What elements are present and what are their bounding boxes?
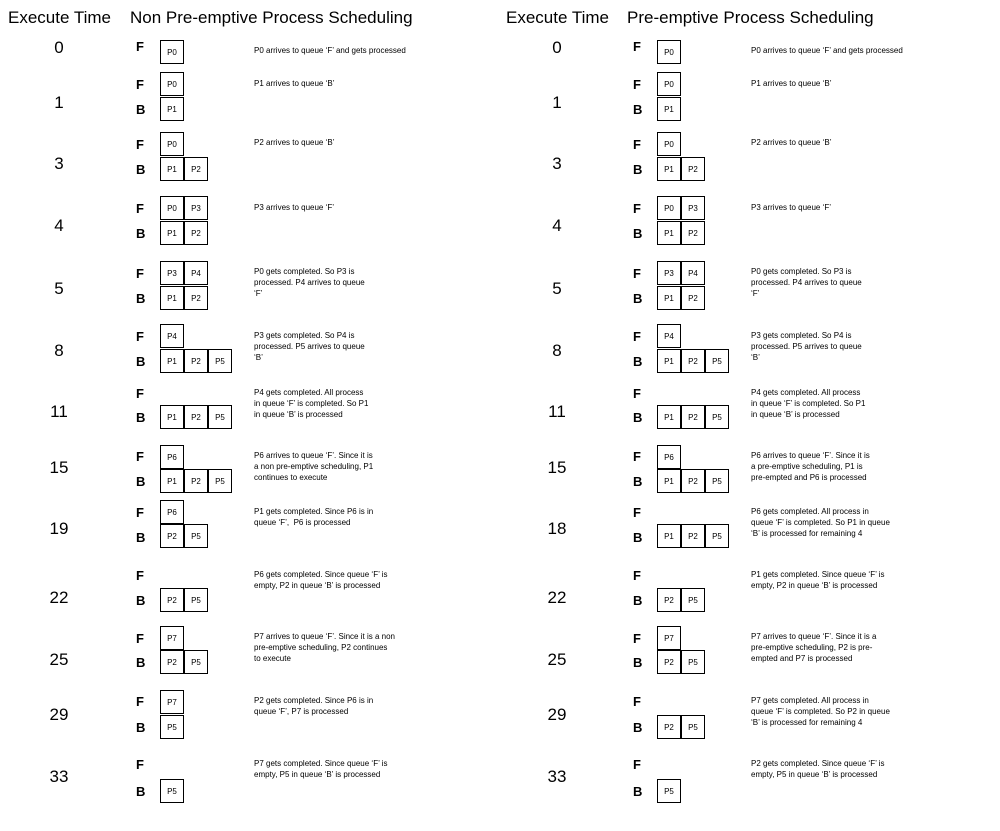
queue-b-label: B	[633, 530, 643, 545]
queue-f-process-cell: P3	[681, 196, 705, 220]
queue-f-process-cell: P4	[160, 324, 184, 348]
queue-f-label: F	[136, 201, 144, 216]
queue-b-process-cell: P1	[160, 286, 184, 310]
queue-b-process-cell: P1	[160, 221, 184, 245]
queue-b-process-cell: P1	[160, 157, 184, 181]
queue-b-label: B	[633, 162, 643, 177]
queue-b-process-cell: P1	[657, 469, 681, 493]
queue-b-process-cell: P1	[657, 157, 681, 181]
execute-time-value: 33	[49, 767, 69, 786]
queue-f-label: F	[633, 137, 641, 152]
queue-b-label: B	[136, 410, 146, 425]
queue-f-process-cell: P0	[160, 132, 184, 156]
queue-f-process-cell: P0	[657, 72, 681, 96]
execute-time-value: 1	[552, 93, 562, 112]
execute-time-value: 8	[552, 341, 562, 360]
queue-f-label: F	[136, 449, 144, 464]
queue-b-label: B	[633, 474, 643, 489]
queue-b-process-cell: P2	[184, 469, 208, 493]
execute-time-value: 33	[547, 767, 567, 786]
queue-b-label: B	[136, 226, 146, 241]
execute-time-value: 15	[547, 458, 567, 477]
event-note: P1 gets completed. Since P6 is in queue ‘F’, P6 is processed	[254, 507, 374, 527]
queue-b-label: B	[136, 162, 146, 177]
event-note: P6 arrives to queue ‘F’. Since it is a non pre-emptive scheduling, P1 continues to execute	[254, 451, 374, 482]
event-note: P7 arrives to queue ‘F’. Since it is a pre-emptive scheduling, P2 is pre- empted and P7 is processed	[751, 632, 877, 663]
queue-b-label: B	[633, 720, 643, 735]
event-note: P7 arrives to queue ‘F’. Since it is a non pre-emptive scheduling, P2 continues to execute	[254, 632, 395, 663]
queue-b-process-cell: P5	[705, 469, 729, 493]
queue-b-process-cell: P5	[208, 349, 232, 373]
queue-b-label: B	[136, 291, 146, 306]
queue-f-label: F	[136, 77, 144, 92]
event-note: P2 gets completed. Since P6 is in queue ‘F’, P7 is processed	[254, 696, 374, 716]
execute-time-value: 4	[54, 216, 64, 235]
execute-time-value: 29	[547, 705, 567, 724]
execute-time-value: 1	[54, 93, 64, 112]
queue-b-label: B	[633, 354, 643, 369]
queue-f-process-cell: P6	[160, 500, 184, 524]
event-note: P7 gets completed. All process in queue ‘F’ is completed. So P2 in queue ‘B’ is processed for remaining 4	[751, 696, 890, 727]
queue-b-process-cell: P5	[705, 405, 729, 429]
queue-b-label: B	[136, 720, 146, 735]
execute-time-value: 29	[49, 705, 69, 724]
queue-b-label: B	[136, 530, 146, 545]
execute-time-value: 22	[547, 588, 567, 607]
queue-b-label: B	[136, 102, 146, 117]
queue-b-process-cell: P1	[160, 349, 184, 373]
event-note: P7 gets completed. Since queue ‘F’ is empty, P5 in queue ‘B’ is processed	[254, 759, 388, 779]
panel-title: Non Pre-emptive Process Scheduling	[130, 8, 413, 27]
queue-b-process-cell: P5	[681, 588, 705, 612]
queue-b-process-cell: P2	[184, 405, 208, 429]
execute-time-value: 22	[49, 588, 69, 607]
queue-b-label: B	[633, 655, 643, 670]
event-note: P0 gets completed. So P3 is processed. P4 arrives to queue ‘F’	[254, 267, 365, 298]
event-note: P1 arrives to queue ‘B’	[254, 79, 335, 88]
event-note: P4 gets completed. All process in queue ‘F’ is completed. So P1 in queue ‘B’ is processed	[254, 388, 369, 419]
event-note: P0 gets completed. So P3 is processed. P4 arrives to queue ‘F’	[751, 267, 862, 298]
execute-time-value: 5	[552, 279, 562, 298]
queue-b-label: B	[136, 655, 146, 670]
queue-b-process-cell: P2	[681, 469, 705, 493]
queue-b-process-cell: P1	[657, 349, 681, 373]
event-note: P1 arrives to queue ‘B’	[751, 79, 832, 88]
execute-time-value: 25	[547, 650, 567, 669]
event-note: P3 gets completed. So P4 is processed. P5 arrives to queue ‘B’	[751, 331, 862, 362]
queue-b-label: B	[136, 354, 146, 369]
queue-b-process-cell: P2	[184, 286, 208, 310]
queue-b-label: B	[136, 593, 146, 608]
queue-f-label: F	[633, 39, 641, 54]
queue-b-process-cell: P5	[184, 588, 208, 612]
queue-b-process-cell: P5	[160, 779, 184, 803]
queue-f-label: F	[136, 39, 144, 54]
execute-time-value: 8	[54, 341, 64, 360]
queue-b-process-cell: P5	[184, 524, 208, 548]
queue-b-process-cell: P5	[705, 349, 729, 373]
execute-time-value: 5	[54, 279, 64, 298]
queue-b-process-cell: P5	[160, 715, 184, 739]
queue-b-process-cell: P1	[657, 221, 681, 245]
queue-b-label: B	[633, 291, 643, 306]
execute-time-value: 3	[552, 154, 562, 173]
queue-f-process-cell: P0	[657, 196, 681, 220]
queue-b-process-cell: P2	[681, 157, 705, 181]
queue-b-process-cell: P2	[681, 286, 705, 310]
queue-f-label: F	[633, 449, 641, 464]
queue-b-process-cell: P2	[184, 349, 208, 373]
event-note: P3 arrives to queue ‘F’	[751, 203, 832, 212]
queue-b-process-cell: P2	[160, 650, 184, 674]
queue-f-process-cell: P0	[657, 132, 681, 156]
queue-b-process-cell: P1	[160, 97, 184, 121]
queue-b-process-cell: P5	[681, 650, 705, 674]
queue-b-process-cell: P1	[160, 405, 184, 429]
event-note: P6 gets completed. All process in queue ‘F’ is completed. So P1 in queue ‘B’ is processed for remaining 4	[751, 507, 890, 538]
queue-f-process-cell: P6	[160, 445, 184, 469]
queue-f-label: F	[136, 694, 144, 709]
queue-b-label: B	[136, 474, 146, 489]
queue-b-process-cell: P2	[681, 405, 705, 429]
event-note: P2 arrives to queue ‘B’	[254, 138, 335, 147]
queue-b-label: B	[633, 226, 643, 241]
queue-f-label: F	[136, 505, 144, 520]
queue-f-label: F	[633, 266, 641, 281]
queue-b-process-cell: P5	[657, 779, 681, 803]
queue-f-process-cell: P3	[657, 261, 681, 285]
queue-f-label: F	[136, 329, 144, 344]
queue-f-process-cell: P4	[681, 261, 705, 285]
queue-b-label: B	[633, 593, 643, 608]
queue-f-process-cell: P0	[160, 40, 184, 64]
queue-f-process-cell: P7	[657, 626, 681, 650]
queue-b-process-cell: P5	[208, 405, 232, 429]
queue-f-process-cell: P0	[160, 72, 184, 96]
queue-b-process-cell: P2	[184, 221, 208, 245]
queue-f-process-cell: P0	[657, 40, 681, 64]
queue-b-process-cell: P2	[160, 588, 184, 612]
queue-f-process-cell: P4	[657, 324, 681, 348]
queue-f-label: F	[633, 386, 641, 401]
execute-time-header: Execute Time	[506, 8, 609, 27]
queue-b-label: B	[633, 784, 643, 799]
queue-f-process-cell: P7	[160, 690, 184, 714]
panel-title: Pre-emptive Process Scheduling	[627, 8, 874, 27]
queue-f-label: F	[633, 329, 641, 344]
queue-b-process-cell: P2	[160, 524, 184, 548]
queue-b-process-cell: P5	[184, 650, 208, 674]
queue-b-process-cell: P2	[681, 221, 705, 245]
queue-f-label: F	[136, 757, 144, 772]
queue-f-process-cell: P3	[184, 196, 208, 220]
queue-f-label: F	[136, 631, 144, 646]
execute-time-value: 0	[552, 38, 562, 57]
event-note: P0 arrives to queue ‘F’ and gets processed	[254, 46, 406, 55]
event-note: P3 gets completed. So P4 is processed. P5 arrives to queue ‘B’	[254, 331, 365, 362]
queue-f-label: F	[633, 568, 641, 583]
event-note: P6 arrives to queue ‘F’. Since it is a pre-emptive scheduling, P1 is pre-empted and P6 is processed	[751, 451, 870, 482]
queue-b-process-cell: P2	[657, 588, 681, 612]
queue-f-label: F	[633, 694, 641, 709]
execute-time-value: 3	[54, 154, 64, 173]
execute-time-value: 18	[547, 519, 567, 538]
execute-time-header: Execute Time	[8, 8, 111, 27]
queue-f-process-cell: P7	[160, 626, 184, 650]
queue-f-process-cell: P0	[160, 196, 184, 220]
queue-f-label: F	[136, 386, 144, 401]
queue-b-process-cell: P2	[681, 349, 705, 373]
queue-b-process-cell: P5	[705, 524, 729, 548]
queue-f-process-cell: P3	[160, 261, 184, 285]
event-note: P6 gets completed. Since queue ‘F’ is empty, P2 in queue ‘B’ is processed	[254, 570, 388, 590]
queue-b-label: B	[136, 784, 146, 799]
queue-f-label: F	[633, 757, 641, 772]
queue-f-label: F	[633, 505, 641, 520]
queue-f-label: F	[633, 77, 641, 92]
event-note: P4 gets completed. All process in queue ‘F’ is completed. So P1 in queue ‘B’ is processed	[751, 388, 866, 419]
queue-b-process-cell: P2	[657, 650, 681, 674]
queue-b-process-cell: P1	[160, 469, 184, 493]
execute-time-value: 19	[49, 519, 69, 538]
queue-b-process-cell: P2	[184, 157, 208, 181]
queue-f-process-cell: P4	[184, 261, 208, 285]
queue-b-process-cell: P2	[657, 715, 681, 739]
execute-time-value: 0	[54, 38, 64, 57]
execute-time-value: 11	[50, 402, 68, 421]
queue-b-process-cell: P1	[657, 97, 681, 121]
queue-b-process-cell: P5	[208, 469, 232, 493]
queue-f-label: F	[136, 137, 144, 152]
queue-b-process-cell: P2	[681, 524, 705, 548]
queue-f-label: F	[633, 631, 641, 646]
queue-b-process-cell: P1	[657, 405, 681, 429]
queue-b-process-cell: P1	[657, 524, 681, 548]
event-note: P3 arrives to queue ‘F’	[254, 203, 335, 212]
execute-time-value: 25	[49, 650, 69, 669]
queue-b-process-cell: P5	[681, 715, 705, 739]
execute-time-value: 11	[548, 402, 566, 421]
queue-f-process-cell: P6	[657, 445, 681, 469]
execute-time-value: 4	[552, 216, 562, 235]
queue-b-process-cell: P1	[657, 286, 681, 310]
queue-b-label: B	[633, 410, 643, 425]
execute-time-value: 15	[49, 458, 69, 477]
queue-f-label: F	[136, 266, 144, 281]
queue-f-label: F	[136, 568, 144, 583]
event-note: P2 gets completed. Since queue ‘F’ is empty, P5 in queue ‘B’ is processed	[751, 759, 885, 779]
event-note: P0 arrives to queue ‘F’ and gets processed	[751, 46, 903, 55]
event-note: P2 arrives to queue ‘B’	[751, 138, 832, 147]
queue-f-label: F	[633, 201, 641, 216]
queue-b-label: B	[633, 102, 643, 117]
event-note: P1 gets completed. Since queue ‘F’ is empty, P2 in queue ‘B’ is processed	[751, 570, 885, 590]
